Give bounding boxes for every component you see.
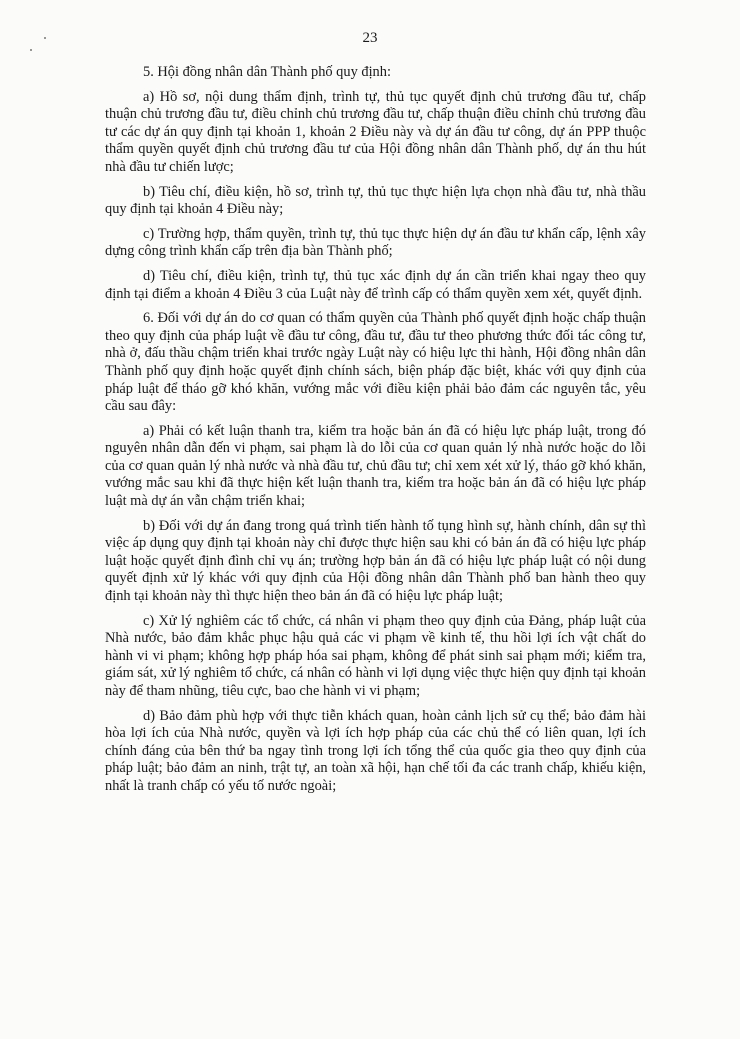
paragraph-clause-5: 5. Hội đồng nhân dân Thành phố quy định:	[143, 64, 391, 80]
paragraph-5d: d) Tiêu chí, điều kiện, trình tự, thủ tục xác định dự án cần triển khai ngay theo quy định tại điểm a khoản 4 Điều 3 của Luật này để trình cấp có thẩm quyền xem xét, quyết định.	[105, 267, 646, 302]
paragraph-6c: c) Xử lý nghiêm các tổ chức, cá nhân vi phạm theo quy định của Đảng, pháp luật của Nhà nước, bảo đảm khắc phục hậu quả các vi phạm về kinh tế, thu hồi lợi ích vật chất do hành vi vi phạm; không hợp pháp hóa sai phạm, không để phát sinh sai phạm mới; kiểm tra, giám sát, xử lý nghiêm tổ chức, cá nhân có hành vi lợi dụng việc thực hiện quy định tại khoản này để tham nhũng, tiêu cực, bao che hành vi vi phạm;	[105, 612, 646, 699]
scan-speck	[30, 49, 32, 51]
paragraph-5b: b) Tiêu chí, điều kiện, hồ sơ, trình tự, thủ tục thực hiện lựa chọn nhà đầu tư, nhà thầu quy định tại khoản 4 Điều này;	[105, 183, 646, 218]
scan-speck	[44, 37, 46, 39]
paragraph-6d: d) Bảo đảm phù hợp với thực tiễn khách quan, hoàn cảnh lịch sử cụ thể; bảo đảm hài hòa lợi ích của Nhà nước, quyền và lợi ích hợp pháp của các chủ thể có liên quan, lợi ích chính đáng của bên thứ ba ngay tình trong lợi ích tổng thể của quốc gia theo quy định của pháp luật; bảo đảm an ninh, trật tự, an toàn xã hội, hạn chế tối đa các tranh chấp, khiếu kiện, nhất là tranh chấp có yếu tố nước ngoài;	[105, 707, 646, 794]
paragraph-5c: c) Trường hợp, thẩm quyền, trình tự, thủ tục thực hiện dự án đầu tư khẩn cấp, lệnh xây dựng công trình khẩn cấp trên địa bàn Thành phố;	[105, 225, 646, 260]
paragraph-clause-6: 6. Đối với dự án do cơ quan có thẩm quyền của Thành phố quyết định hoặc chấp thuận theo quy định của pháp luật về đầu tư công, đầu tư, đầu tư theo phương thức đối tác công tư, nhà ở, đấu thầu chậm triển khai trước ngày Luật này có hiệu lực thi hành, Hội đồng nhân dân Thành phố quy định hoặc quyết định chính sách, biện pháp đặc biệt, khác với quy định của pháp luật để tháo gỡ khó khăn, vướng mắc với điều kiện phải bảo đảm các nguyên tắc, yêu cầu sau đây:	[105, 310, 646, 415]
document-body	[105, 64, 646, 803]
paragraph-5a: a) Hồ sơ, nội dung thẩm định, trình tự, thủ tục quyết định chủ trương đầu tư, chấp thuận chủ trương đầu tư, điều chỉnh chủ trương đầu tư, chấp thuận điều chỉnh chủ trương đầu tư các dự án quy định tại khoản 1, khoản 2 Điều này và dự án đầu tư công, dự án PPP thuộc thẩm quyền quyết định chủ trương đầu tư của Hội đồng nhân dân Thành phố, dự án thu hút nhà đầu tư chiến lược;	[105, 88, 646, 175]
page-number: 23	[362, 30, 378, 46]
paragraph-6b: b) Đối với dự án đang trong quá trình tiến hành tố tụng hình sự, hành chính, dân sự thì việc áp dụng quy định tại khoản này chỉ được thực hiện sau khi có bản án đã có hiệu lực pháp luật hoặc quyết định đình chỉ vụ án; trường hợp bản án đã có hiệu lực pháp luật có nội dung quyết định xử lý khác với quy định của Hội đồng nhân dân Thành phố ban hành theo quy định tại khoản này thì thực hiện theo bản án đã có hiệu lực pháp luật;	[105, 517, 646, 605]
paragraph-6a: a) Phải có kết luận thanh tra, kiểm tra hoặc bản án đã có hiệu lực pháp luật, trong đó nguyên nhân dẫn đến vi phạm, sai phạm là do lỗi của cơ quan quản lý nhà nước hoặc do lỗi của cơ quan quản lý nhà nước và nhà đầu tư, chủ đầu tư; chỉ xem xét xử lý, tháo gỡ khó khăn, vướng mắc sau khi đã thực hiện kết luận thanh tra, kiểm tra hoặc bản án đã có hiệu lực pháp luật mà dự án vẫn chậm triển khai;	[105, 422, 646, 510]
